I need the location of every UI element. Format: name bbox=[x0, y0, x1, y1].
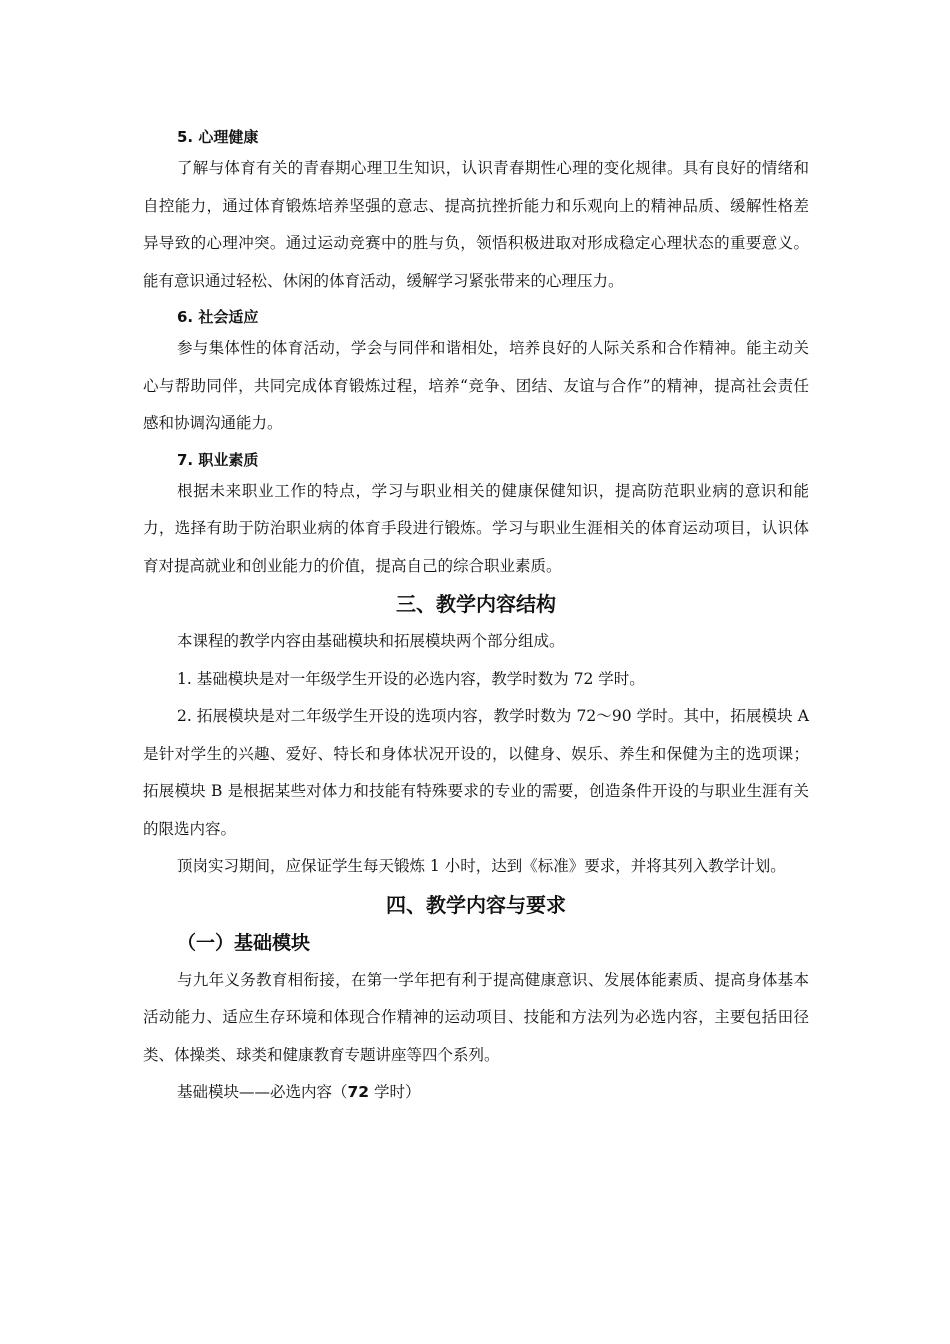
table-caption-suffix: 学时） bbox=[369, 1083, 421, 1101]
page-content bbox=[143, 124, 809, 1112]
part-3-intro: 本课程的教学内容由基础模块和拓展模块两个部分组成。 bbox=[177, 632, 565, 650]
section-7-title: 7. 职业素质 bbox=[177, 450, 259, 469]
part-4-body: 与九年义务教育相衔接，在第一学年把有利于提高健康意识、发展体能素质、提高身体基本活动能力、适应生存环境和体现合作精神的运动项目、技能和方法列为必选内容，主要包括田径类、体操类、球类和健康教育专题讲座等四个系列。 bbox=[143, 970, 809, 1064]
part-4-subheading: （一）基础模块 bbox=[177, 931, 311, 954]
table-caption bbox=[143, 1074, 809, 1112]
section-5-title: 5. 心理健康 bbox=[177, 128, 259, 146]
part-3-note: 顶岗实习期间，应保证学生每天锻炼 1 小时，达到《标准》要求，并将其列入教学计划。 bbox=[177, 857, 786, 875]
section-6-title: 6. 社会适应 bbox=[177, 308, 259, 326]
part-3-item-1: 1. 基础模块是对一年级学生开设的必选内容，教学时数为 72 学时。 bbox=[177, 669, 645, 688]
table-caption-prefix: 基础模块——必选内容（ bbox=[177, 1083, 348, 1101]
part-3-heading: 三、教学内容结构 bbox=[396, 592, 556, 616]
table-caption-hours: 72 bbox=[347, 1083, 370, 1101]
section-7-body: 根据未来职业工作的特点，学习与职业相关的健康保健知识，提高防范职业病的意识和能力，选择有助于防治职业病的体育手段进行锻炼。学习与职业生涯相关的体育运动项目，认识体育对提高就业和创业能力的价值，提高自己的综合职业素质。 bbox=[143, 481, 809, 575]
section-6-body: 参与集体性的体育活动，学会与同伴和谐相处，培养良好的人际关系和合作精神。能主动关心与帮助同伴，共同完成体育锻炼过程，培养“竞争、团结、友谊与合作”的精神，提高社会责任感和协调沟通能力。 bbox=[143, 339, 809, 432]
section-5-body: 了解与体育有关的青春期心理卫生知识，认识青春期性心理的变化规律。具有良好的情绪和自控能力，通过体育锻炼培养坚强的意志、提高抗挫折能力和乐观向上的精神品质、缓解性格差异导致的心理冲突。通过运动竞赛中的胜与负，领悟积极进取对形成稳定心理状态的重要意义。能有意识通过轻松、休闲的体育活动，缓解学习紧张带来的心理压力。 bbox=[143, 159, 809, 290]
part-4-heading: 四、教学内容与要求 bbox=[386, 892, 566, 917]
part-3-item-2: 2. 拓展模块是对二年级学生开设的选项内容，教学时数为 72～90 学时。其中，拓展模块 A 是针对学生的兴趣、爱好、特长和身体状况开设的，以健身、娱乐、养生和保健为主的选项课；拓展模块 B 是根据某些对体力和技能有特殊要求的专业的需要，创造条件开设的与职业生涯有关的限选内容。 bbox=[143, 707, 809, 838]
